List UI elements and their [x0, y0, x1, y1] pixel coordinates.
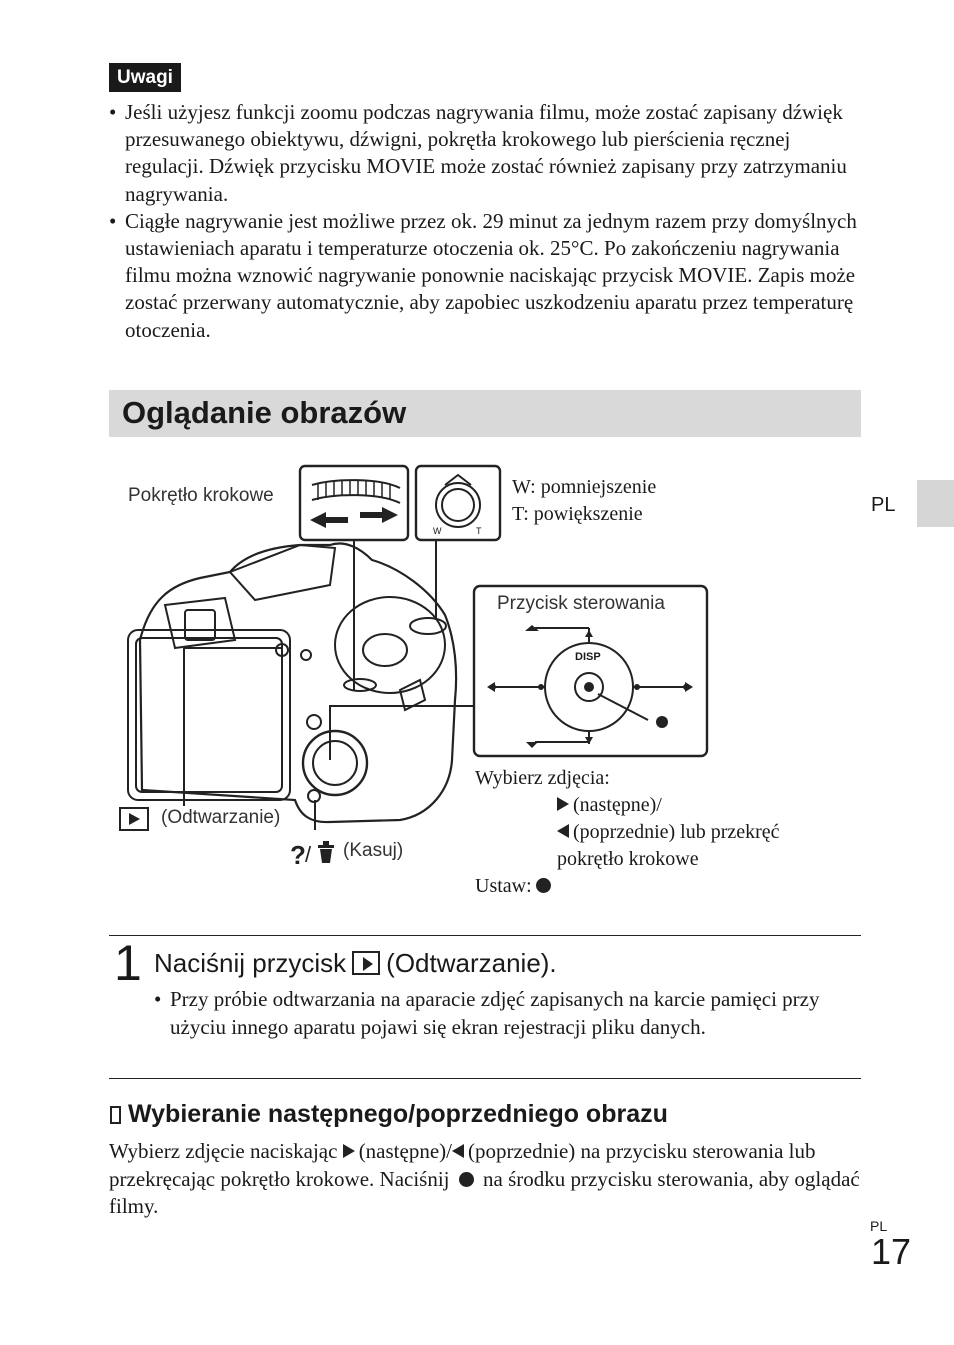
select-next: (następne)/ — [557, 792, 662, 818]
select-title: Wybierz zdjęcia: — [475, 767, 610, 789]
select-prev: (poprzednie) lub przekręć — [557, 819, 780, 845]
camera-body-illustration — [128, 543, 456, 822]
delete-label: (Kasuj) — [343, 840, 404, 861]
zoom-w-small: W — [433, 526, 442, 536]
svg-text:/: / — [305, 842, 312, 867]
left-arrow-icon — [452, 1144, 464, 1158]
dial-label: Pokrętło krokowe — [128, 485, 274, 506]
play-label: (Odtwarzanie) — [161, 807, 281, 828]
control-label: Przycisk sterowania — [497, 593, 665, 614]
center-button-icon — [459, 1172, 474, 1187]
page-lang: PL — [870, 1218, 888, 1234]
section-title: Oglądanie obrazów — [122, 395, 407, 430]
subsection-marker — [110, 1106, 121, 1124]
left-arrow-icon — [557, 824, 569, 838]
set-label: Ustaw: — [475, 873, 555, 899]
step-rule-top — [109, 935, 861, 936]
subsection-heading: Wybieranie następnego/poprzedniego obrazu — [128, 1100, 668, 1128]
step-heading: Naciśnij przycisk (Odtwarzanie). — [154, 948, 557, 978]
disp-label: DISP — [575, 651, 601, 663]
zoom-t-label: T: powiększenie — [512, 503, 643, 525]
step-note — [154, 985, 854, 1041]
page-number: 17 — [871, 1231, 912, 1272]
playback-icon — [352, 951, 380, 975]
right-arrow-icon — [557, 797, 569, 811]
right-arrow-icon — [343, 1144, 355, 1158]
side-tab-lang: PL — [871, 494, 896, 516]
zoom-w-label: W: pomniejszenie — [512, 476, 657, 498]
step-rule-bottom — [109, 1078, 861, 1079]
center-button-icon — [536, 878, 551, 893]
notes-list — [109, 99, 869, 344]
subsection-body: Wybierz zdjęcie naciskając (następne)/ (poprzednie) na przycisku sterowania lub przekręcając pokrętło krokowe. Naciśnij na środku przycisku sterowania, aby oglądać filmy. — [109, 1139, 860, 1218]
notes-item: • Jeśli użyjesz funkcji zoomu podczas nagrywania filmu, może zostać zapisany dźwięk przesuwanego obiektywu, dźwigni, pokrętła krokowego lub pierścienia ręcznej regulacji. Dźwięk przycisku MOVIE może zostać również zapisany przy zatrzymaniu nagrywania. — [109, 99, 869, 208]
select-dial: pokrętło krokowe — [557, 848, 699, 870]
svg-text:?: ? — [290, 840, 306, 870]
notes-badge: Uwagi — [109, 63, 181, 92]
step-number: 1 — [114, 935, 142, 991]
step-note-item: • Przy próbie odtwarzania na aparacie zdjęć zapisanych na karcie pamięci przy użyciu innego aparatu pojawi się ekran rejestracji pliku danych. — [154, 985, 854, 1041]
notes-item: • Ciągłe nagrywanie jest możliwe przez ok. 29 minut za jednym razem przy domyślnych ustawieniach aparatu i temperaturze otoczenia ok. 25°C. Po zakończeniu nagrywania filmu można wznowić nagrywanie ponownie naciskając przycisk MOVIE. Zapis może zostać przerwany automatycznie, aby zapobiec uszkodzeniu aparatu przez temperaturę otoczenia. — [109, 208, 869, 344]
zoom-t-small: T — [476, 526, 482, 536]
